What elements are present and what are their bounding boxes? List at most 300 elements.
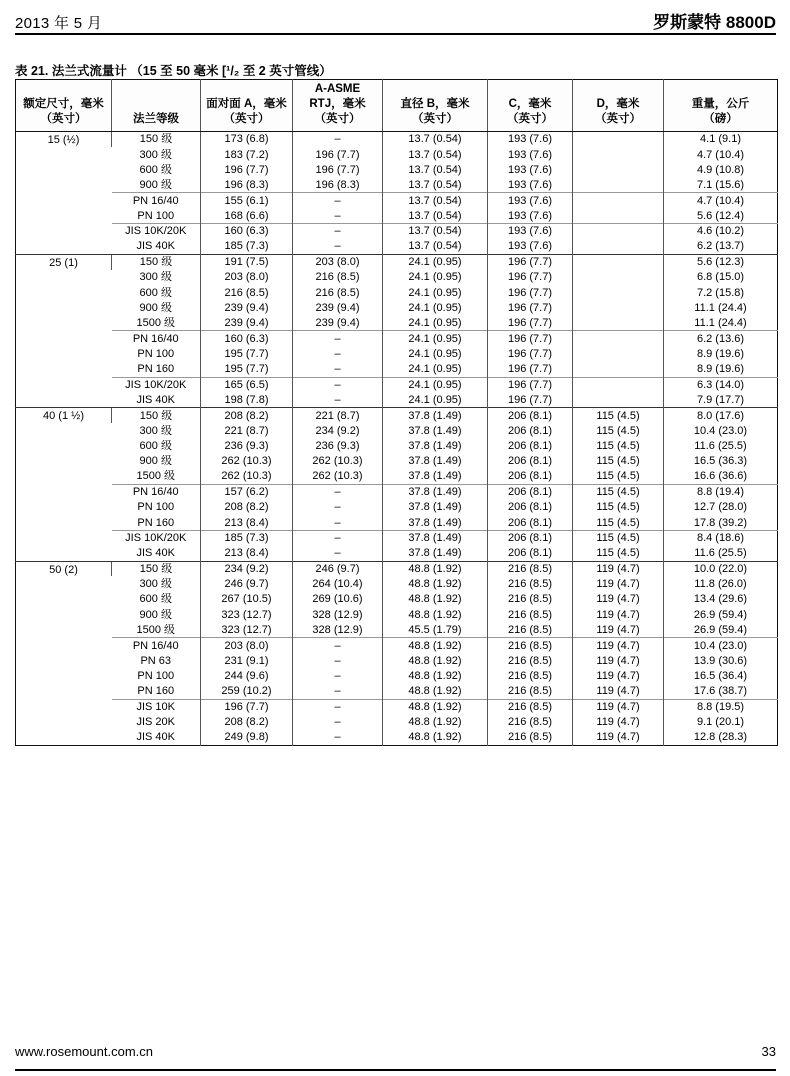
size-cell: 25 (1) [16,254,112,407]
col-header-4: A-ASME RTJ，毫米 （英寸） [293,80,383,132]
cell-d: 119 (4.7) [573,623,664,638]
cell-a: 239 (9.4) [201,300,293,315]
cell-rtj: 216 (8.5) [293,285,383,300]
cell-rtj: – [293,208,383,223]
cell-rtj: 239 (9.4) [293,316,383,331]
col-header-7: D，毫米 （英寸） [573,80,664,132]
cell-c: 206 (8.1) [488,454,573,469]
table-row [16,454,778,469]
cell-d: 119 (4.7) [573,669,664,684]
cell-weight: 4.1 (9.1) [664,132,778,147]
size-cell: 40 (1 ½) [16,408,112,561]
cell-weight: 8.8 (19.5) [664,699,778,714]
cell-a: 231 (9.1) [201,653,293,668]
cell-b: 24.1 (0.95) [383,270,488,285]
cell-rtj: – [293,500,383,515]
page-footer [15,1044,776,1059]
cell-c: 196 (7.7) [488,377,573,392]
cell-weight: 16.6 (36.6) [664,469,778,484]
cell-b: 48.8 (1.92) [383,730,488,745]
cell-b: 13.7 (0.54) [383,162,488,177]
cell-d: 119 (4.7) [573,730,664,745]
table-row [16,377,778,392]
cell-b: 24.1 (0.95) [383,285,488,300]
cell-a: 236 (9.3) [201,438,293,453]
document-date: 2013 年 5 月 [15,15,103,32]
cell-rtj: – [293,638,383,653]
cell-c: 216 (8.5) [488,638,573,653]
cell-d: 119 (4.7) [573,684,664,699]
cell-d [573,208,664,223]
cell-flange: JIS 10K/20K [112,377,201,392]
cell-d: 119 (4.7) [573,592,664,607]
cell-flange: PN 160 [137,363,175,376]
cell-b: 48.8 (1.92) [383,684,488,699]
cell-b: 48.8 (1.92) [383,669,488,684]
cell-a: 213 (8.4) [201,546,293,561]
cell-weight: 7.2 (15.8) [664,285,778,300]
table-row [16,254,778,269]
cell-b: 37.8 (1.49) [383,469,488,484]
cell-a: 195 (7.7) [201,346,293,361]
cell-rtj: 203 (8.0) [293,254,383,269]
cell-d: 119 (4.7) [573,653,664,668]
cell-c: 216 (8.5) [488,592,573,607]
cell-a: 185 (7.3) [201,530,293,545]
cell-b: 24.1 (0.95) [383,331,488,346]
cell-d [573,346,664,361]
cell-flange: PN 16/40 [112,638,201,653]
cell-rtj: 262 (10.3) [293,469,383,484]
cell-d [573,300,664,315]
cell-d [573,285,664,300]
cell-b: 37.8 (1.49) [383,454,488,469]
table-row [16,300,778,315]
cell-a: 196 (7.7) [201,162,293,177]
cell-flange: PN 100 [137,501,175,514]
cell-flange: 1500 级 [136,623,176,636]
cell-c: 193 (7.6) [488,193,573,208]
table-row [16,469,778,484]
table-row [16,623,778,638]
cell-c: 196 (7.7) [488,346,573,361]
cell-flange: 900 级 [139,608,172,621]
cell-c: 216 (8.5) [488,607,573,622]
cell-a: 196 (7.7) [201,699,293,714]
cell-a: 208 (8.2) [201,500,293,515]
cell-weight: 8.8 (19.4) [664,484,778,499]
cell-rtj: 328 (12.9) [293,607,383,622]
footer-url: www.rosemount.com.cn [15,1044,153,1059]
table-row [16,607,778,622]
cell-a: 160 (6.3) [201,331,293,346]
cell-c: 193 (7.6) [488,239,573,254]
size-cell: 15 (½) [16,132,112,255]
cell-a: 246 (9.7) [201,576,293,591]
cell-rtj: – [293,362,383,377]
cell-flange: 600 级 [139,440,172,453]
cell-b: 48.8 (1.92) [383,715,488,730]
cell-weight: 8.0 (17.6) [664,408,778,423]
cell-rtj: 246 (9.7) [293,561,383,576]
cell-flange: 600 级 [139,163,172,176]
cell-rtj: – [293,484,383,499]
cell-c: 216 (8.5) [488,699,573,714]
cell-rtj: – [293,684,383,699]
cell-flange: JIS 40K [136,731,176,744]
table-row [16,684,778,699]
cell-d: 119 (4.7) [573,699,664,714]
cell-c: 206 (8.1) [488,530,573,545]
cell-flange: 150 级 [112,561,201,576]
cell-d [573,132,664,147]
cell-b: 24.1 (0.95) [383,392,488,407]
cell-rtj: – [293,669,383,684]
cell-d: 115 (4.5) [573,530,664,545]
col-header-2: 法兰等级 [112,80,201,132]
table-row [16,576,778,591]
cell-flange: 1500 级 [136,470,176,483]
col-header-8: 重量，公斤 （磅） [664,80,778,132]
cell-d: 115 (4.5) [573,454,664,469]
cell-a: 168 (6.6) [201,208,293,223]
page-number: 33 [761,1044,776,1059]
cell-rtj: – [293,515,383,530]
cell-b: 24.1 (0.95) [383,300,488,315]
cell-rtj: – [293,132,383,147]
cell-flange: PN 160 [137,685,175,698]
cell-weight: 4.7 (10.4) [664,193,778,208]
cell-weight: 13.9 (30.6) [664,653,778,668]
cell-rtj: 234 (9.2) [293,423,383,438]
cell-a: 208 (8.2) [201,408,293,423]
cell-rtj: – [293,392,383,407]
cell-flange: 900 级 [139,301,172,314]
cell-flange: 150 级 [112,408,201,423]
cell-weight: 11.6 (25.5) [664,438,778,453]
cell-c: 196 (7.7) [488,316,573,331]
cell-rtj: 328 (12.9) [293,623,383,638]
cell-weight: 26.9 (59.4) [664,607,778,622]
cell-c: 216 (8.5) [488,669,573,684]
cell-b: 48.8 (1.92) [383,607,488,622]
cell-c: 206 (8.1) [488,469,573,484]
cell-c: 193 (7.6) [488,178,573,193]
cell-rtj: 239 (9.4) [293,300,383,315]
cell-d: 119 (4.7) [573,715,664,730]
cell-c: 216 (8.5) [488,561,573,576]
table-row [16,484,778,499]
table-head [16,80,778,132]
cell-b: 13.7 (0.54) [383,208,488,223]
cell-b: 48.8 (1.92) [383,592,488,607]
cell-flange: JIS 10K/20K [112,530,201,545]
table-row [16,423,778,438]
cell-d [573,254,664,269]
cell-weight: 17.8 (39.2) [664,515,778,530]
cell-flange: JIS 40K [136,393,176,406]
col-header-5: 直径 B，毫米 （英寸） [383,80,488,132]
cell-flange: 300 级 [139,148,172,161]
cell-rtj: 236 (9.3) [293,438,383,453]
cell-d [573,331,664,346]
cell-flange: 150 级 [112,254,201,269]
cell-b: 48.8 (1.92) [383,699,488,714]
cell-c: 193 (7.6) [488,224,573,239]
cell-c: 196 (7.7) [488,270,573,285]
cell-b: 24.1 (0.95) [383,362,488,377]
cell-a: 262 (10.3) [201,469,293,484]
cell-b: 13.7 (0.54) [383,132,488,147]
cell-rtj: 196 (8.3) [293,178,383,193]
cell-d: 115 (4.5) [573,423,664,438]
cell-c: 206 (8.1) [488,500,573,515]
table-body [16,132,778,746]
table-row [16,147,778,162]
cell-flange: 600 级 [139,593,172,606]
table-row [16,178,778,193]
cell-weight: 11.1 (24.4) [664,300,778,315]
cell-a: 249 (9.8) [201,730,293,745]
cell-rtj: – [293,193,383,208]
cell-a: 216 (8.5) [201,285,293,300]
cell-b: 24.1 (0.95) [383,316,488,331]
cell-c: 196 (7.7) [488,285,573,300]
table-row [16,561,778,576]
cell-d [573,224,664,239]
col-header-3: 面对面 A，毫米 （英寸） [201,80,293,132]
cell-d [573,162,664,177]
cell-flange: PN 16/40 [112,331,201,346]
cell-a: 183 (7.2) [201,147,293,162]
cell-rtj: – [293,377,383,392]
col-header-1: 额定尺寸，毫米 （英寸） [16,80,112,132]
table-title: 表 21. 法兰式流量计 （15 至 50 毫米 [¹/₂ 至 2 英寸管线） [15,64,332,78]
table-row [16,530,778,545]
cell-d [573,316,664,331]
cell-a: 221 (8.7) [201,423,293,438]
cell-d [573,239,664,254]
table-row [16,592,778,607]
cell-c: 196 (7.7) [488,254,573,269]
cell-weight: 16.5 (36.4) [664,669,778,684]
cell-weight: 6.2 (13.7) [664,239,778,254]
cell-a: 234 (9.2) [201,561,293,576]
cell-weight: 5.6 (12.4) [664,208,778,223]
cell-flange: JIS 40K [136,547,176,560]
cell-weight: 6.3 (14.0) [664,377,778,392]
cell-rtj: – [293,224,383,239]
cell-weight: 13.4 (29.6) [664,592,778,607]
cell-rtj: 264 (10.4) [293,576,383,591]
cell-flange: PN 160 [137,516,175,529]
cell-a: 239 (9.4) [201,316,293,331]
cell-weight: 16.5 (36.3) [664,454,778,469]
cell-b: 37.8 (1.49) [383,438,488,453]
cell-b: 13.7 (0.54) [383,224,488,239]
cell-flange: JIS 10K [112,699,201,714]
cell-a: 323 (12.7) [201,623,293,638]
table-row [16,193,778,208]
table-row [16,224,778,239]
table-row [16,285,778,300]
cell-c: 216 (8.5) [488,653,573,668]
cell-d: 119 (4.7) [573,607,664,622]
cell-flange: PN 16/40 [112,484,201,499]
cell-rtj: – [293,699,383,714]
cell-b: 45.5 (1.79) [383,623,488,638]
footer-divider [15,1069,776,1071]
cell-d: 115 (4.5) [573,515,664,530]
cell-rtj: – [293,546,383,561]
cell-flange: PN 100 [137,347,175,360]
cell-b: 24.1 (0.95) [383,377,488,392]
cell-a: 244 (9.6) [201,669,293,684]
table-row [16,730,778,745]
cell-flange: 300 级 [139,424,172,437]
cell-c: 216 (8.5) [488,684,573,699]
cell-weight: 5.6 (12.3) [664,254,778,269]
cell-weight: 4.7 (10.4) [664,147,778,162]
table-row [16,546,778,561]
cell-a: 213 (8.4) [201,515,293,530]
cell-d [573,193,664,208]
cell-weight: 11.1 (24.4) [664,316,778,331]
cell-d: 115 (4.5) [573,469,664,484]
cell-a: 160 (6.3) [201,224,293,239]
cell-d: 115 (4.5) [573,500,664,515]
cell-b: 37.8 (1.49) [383,515,488,530]
cell-d [573,362,664,377]
cell-b: 37.8 (1.49) [383,408,488,423]
cell-weight: 10.4 (23.0) [664,638,778,653]
cell-rtj: – [293,730,383,745]
table-row [16,362,778,377]
cell-flange: PN 100 [137,670,175,683]
cell-a: 259 (10.2) [201,684,293,699]
cell-a: 208 (8.2) [201,715,293,730]
cell-c: 206 (8.1) [488,438,573,453]
cell-rtj: 221 (8.7) [293,408,383,423]
flanged-flowmeter-spec-table [15,79,778,746]
cell-c: 196 (7.7) [488,331,573,346]
cell-c: 193 (7.6) [488,162,573,177]
cell-weight: 6.2 (13.6) [664,331,778,346]
cell-b: 48.8 (1.92) [383,561,488,576]
cell-c: 193 (7.6) [488,208,573,223]
cell-d: 115 (4.5) [573,408,664,423]
cell-c: 206 (8.1) [488,423,573,438]
cell-flange: 150 级 [112,132,201,147]
cell-rtj: 196 (7.7) [293,147,383,162]
cell-rtj: – [293,239,383,254]
cell-b: 24.1 (0.95) [383,346,488,361]
cell-weight: 11.8 (26.0) [664,576,778,591]
cell-c: 206 (8.1) [488,408,573,423]
cell-d: 115 (4.5) [573,438,664,453]
cell-weight: 8.9 (19.6) [664,346,778,361]
cell-b: 48.8 (1.92) [383,576,488,591]
cell-weight: 4.9 (10.8) [664,162,778,177]
cell-a: 173 (6.8) [201,132,293,147]
cell-d [573,377,664,392]
table-row [16,162,778,177]
cell-rtj: 216 (8.5) [293,270,383,285]
cell-weight: 10.0 (22.0) [664,561,778,576]
cell-b: 37.8 (1.49) [383,546,488,561]
cell-b: 37.8 (1.49) [383,484,488,499]
cell-d [573,392,664,407]
table-row [16,438,778,453]
table-row [16,239,778,254]
cell-weight: 6.8 (15.0) [664,270,778,285]
cell-c: 196 (7.7) [488,300,573,315]
cell-flange: JIS 20K [136,716,176,729]
cell-weight: 12.7 (28.0) [664,500,778,515]
col-headers-row [16,80,778,132]
cell-b: 48.8 (1.92) [383,653,488,668]
cell-rtj: – [293,653,383,668]
cell-flange: PN 16/40 [112,193,201,208]
cell-b: 48.8 (1.92) [383,638,488,653]
cell-flange: 900 级 [139,455,172,468]
cell-weight: 7.1 (15.6) [664,178,778,193]
cell-d: 119 (4.7) [573,638,664,653]
cell-weight: 17.6 (38.7) [664,684,778,699]
cell-c: 216 (8.5) [488,576,573,591]
cell-b: 24.1 (0.95) [383,254,488,269]
cell-d: 119 (4.7) [573,576,664,591]
cell-flange: PN 100 [137,209,175,222]
cell-d [573,270,664,285]
page-header [15,8,776,33]
cell-c: 216 (8.5) [488,715,573,730]
table-row [16,699,778,714]
cell-d: 115 (4.5) [573,546,664,561]
cell-rtj: – [293,530,383,545]
cell-a: 203 (8.0) [201,638,293,653]
cell-b: 37.8 (1.49) [383,530,488,545]
cell-a: 157 (6.2) [201,484,293,499]
col-header-6: C，毫米 （英寸） [488,80,573,132]
cell-flange: 300 级 [139,578,172,591]
cell-d [573,178,664,193]
cell-weight: 10.4 (23.0) [664,423,778,438]
table-row [16,132,778,147]
table-row [16,638,778,653]
table-row [16,515,778,530]
cell-rtj: 269 (10.6) [293,592,383,607]
cell-a: 262 (10.3) [201,454,293,469]
cell-weight: 9.1 (20.1) [664,715,778,730]
cell-d [573,147,664,162]
cell-c: 206 (8.1) [488,515,573,530]
table-row [16,500,778,515]
cell-flange: PN 63 [140,654,172,667]
header-divider [15,33,776,35]
cell-weight: 12.8 (28.3) [664,730,778,745]
cell-b: 13.7 (0.54) [383,178,488,193]
cell-c: 216 (8.5) [488,623,573,638]
cell-a: 203 (8.0) [201,270,293,285]
cell-flange: 300 级 [139,271,172,284]
table-row [16,669,778,684]
cell-flange: 1500 级 [136,317,176,330]
table-row [16,392,778,407]
cell-c: 206 (8.1) [488,546,573,561]
product-title: 罗斯蒙特 8800D [653,13,776,32]
cell-rtj: 262 (10.3) [293,454,383,469]
